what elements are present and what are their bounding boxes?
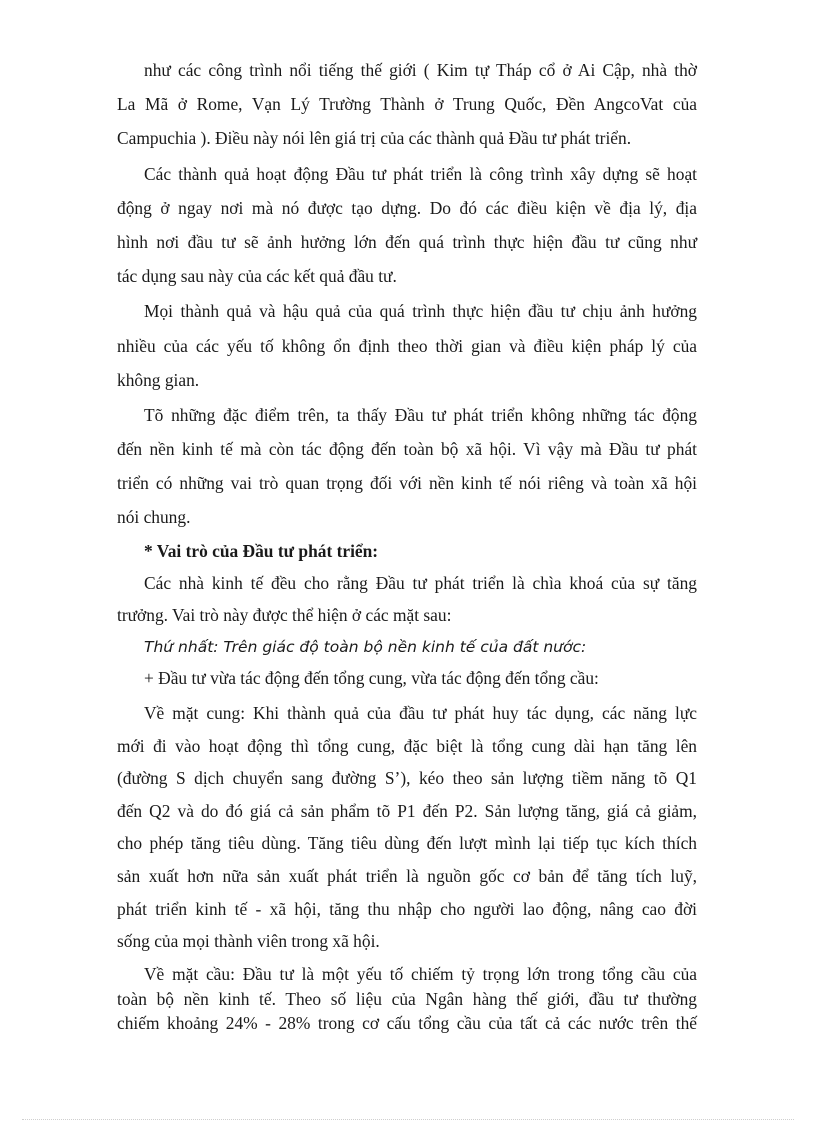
section-heading: * Vai trò của Đầu tư phát triển: bbox=[144, 541, 379, 561]
text-line: + Đầu tư vừa tác động đến tổng cung, vừa tác động đến tổng cầu: bbox=[144, 668, 599, 688]
text-line: sống của mọi thành viên trong xã hội. bbox=[117, 931, 380, 951]
text-line: chiếm khoảng 24% - 28% trong cơ cấu tổng cầu của tất cả các nước trên thế bbox=[117, 1013, 697, 1033]
text-line: trưởng. Vai trò này được thể hiện ở các mặt sau: bbox=[117, 605, 452, 625]
text-line: Mọi thành quả và hậu quả của quá trình thực hiện đầu tư chịu ảnh hưởng bbox=[144, 301, 697, 321]
text-line: phát triển kinh tế - xã hội, tăng thu nhập cho người lao động, nâng cao đời bbox=[117, 899, 697, 919]
text-line: Các thành quả hoạt động Đầu tư phát triển là công trình xây dựng sẽ hoạt bbox=[144, 164, 697, 184]
text-line: La Mã ở Rome, Vạn Lý Trường Thành ở Trung Quốc, Đền AngcoVat của bbox=[117, 94, 697, 114]
text-line: đến Q2 và do đó giá cả sản phẩm tõ P1 đến P2. Sản lượng tăng, giá cả giảm, bbox=[117, 801, 697, 821]
text-line: nhiều của các yếu tố không ổn định theo thời gian và điều kiện pháp lý của bbox=[117, 336, 697, 356]
text-line: đến nền kinh tế mà còn tác động đến toàn bộ xã hội. Vì vậy mà Đầu tư phát bbox=[117, 439, 697, 459]
text-line: Các nhà kinh tế đều cho rằng Đầu tư phát triển là chìa khoá của sự tăng bbox=[144, 573, 697, 593]
text-line: Campuchia ). Điều này nói lên giá trị của các thành quả Đầu tư phát triển. bbox=[117, 128, 632, 148]
text-line: nói chung. bbox=[117, 507, 191, 527]
text-line: mới đi vào hoạt động thì tổng cung, đặc biệt là tổng cung dài hạn tăng lên bbox=[117, 736, 697, 756]
text-line: không gian. bbox=[117, 370, 200, 390]
text-line: Tõ những đặc điểm trên, ta thấy Đầu tư phát triển không những tác động bbox=[144, 405, 697, 425]
text-line: như các công trình nổi tiếng thế giới ( Kim tự Tháp cổ ở Ai Cập, nhà thờ bbox=[144, 60, 697, 80]
page-bottom-divider bbox=[22, 1119, 794, 1120]
text-line: Về mặt cung: Khi thành quả của đầu tư phát huy tác dụng, các năng lực bbox=[144, 703, 697, 723]
text-line: triển có những vai trò quan trọng đối với nền kinh tế nói riêng và toàn xã hội bbox=[117, 473, 697, 493]
text-line: Về mặt cầu: Đầu tư là một yếu tố chiếm tỷ trọng lớn trong tổng cầu của bbox=[144, 964, 697, 984]
text-line: động ở ngay nơi mà nó được tạo dựng. Do đó các điều kiện về địa lý, địa bbox=[117, 198, 697, 218]
text-line: tác dụng sau này của các kết quả đầu tư. bbox=[117, 266, 397, 286]
text-line: cho phép tăng tiêu dùng. Tăng tiêu dùng đến lượt mình lại tiếp tục kích thích bbox=[117, 833, 697, 853]
text-line: (đường S dịch chuyển sang đường S’), kéo theo sản lượng tiềm năng tõ Q1 bbox=[117, 768, 697, 788]
text-line: sản xuất hơn nữa sản xuất phát triển là nguồn gốc cơ bản để tăng tích luỹ, bbox=[117, 866, 697, 886]
subheading-italic: Thứ nhất: Trên giác độ toàn bộ nền kinh tế của đất nước: bbox=[144, 638, 587, 656]
text-line: hình nơi đầu tư sẽ ảnh hưởng lớn đến quá trình thực hiện đầu tư cũng như bbox=[117, 232, 697, 252]
text-line: toàn bộ nền kinh tế. Theo số liệu của Ngân hàng thế giới, đầu tư thường bbox=[117, 989, 697, 1009]
